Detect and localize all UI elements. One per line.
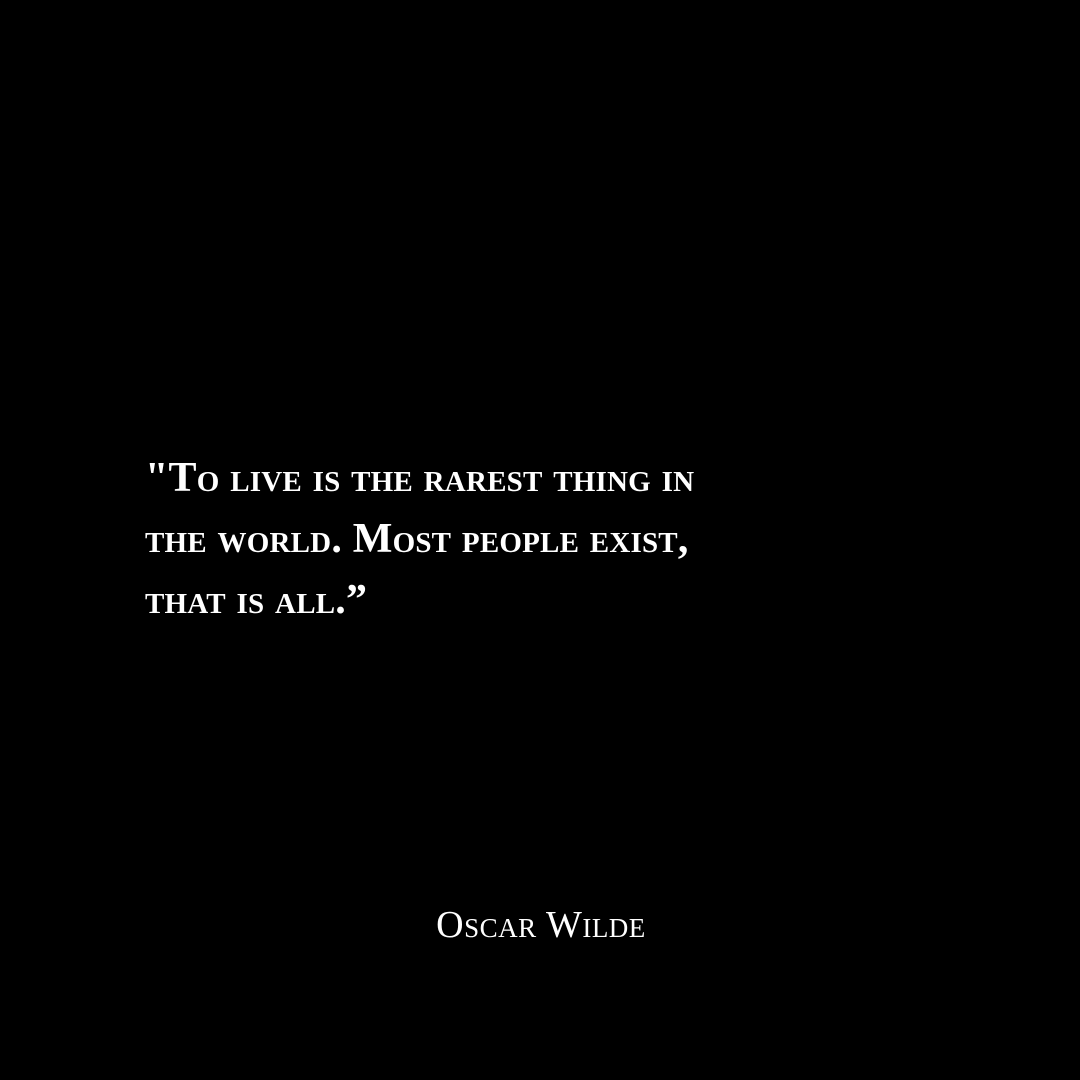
quote-text [145,448,905,631]
quote-line-1: "To live is the rarest thing in [145,455,695,501]
author-name: Oscar Wilde [436,904,646,946]
quote-line-3: that is all.” [145,577,368,623]
quote-line-2: the world. Most people exist, [145,516,689,562]
author-name-wrapper [0,900,1080,950]
